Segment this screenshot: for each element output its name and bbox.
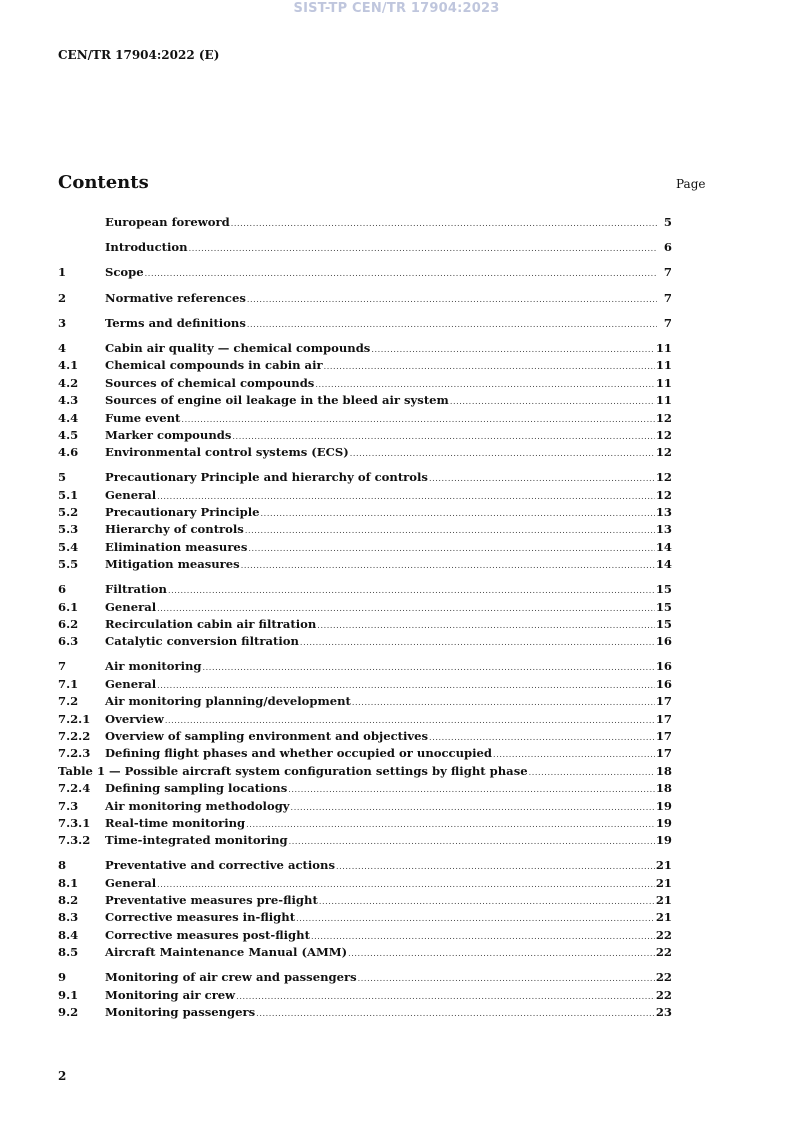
toc-entry-number: 7.3	[58, 798, 79, 813]
watermark: SIST-TP CEN/TR 17904:2023	[293, 1, 500, 16]
toc-entry-number: 7.2	[58, 694, 79, 709]
toc-entry-number: 1	[58, 265, 67, 280]
toc-entry-page: 14	[655, 539, 672, 554]
toc-dot-leader	[261, 509, 655, 518]
toc-entry[interactable]	[58, 781, 672, 798]
toc-entry-title: Table 1 — Possible aircraft system configuration settings by flight phase	[58, 763, 528, 778]
toc-entry[interactable]	[58, 1005, 672, 1022]
toc-dot-leader	[157, 880, 655, 889]
toc-entry-number: 6.1	[58, 599, 79, 614]
toc-entry[interactable]	[58, 928, 672, 945]
page-number: 2	[58, 1069, 67, 1083]
toc-entry-title: Overview of sampling environment and objectives	[105, 728, 429, 743]
toc-entry[interactable]	[58, 799, 672, 816]
toc-entry[interactable]	[58, 712, 672, 729]
toc-entry-page: 12	[655, 410, 672, 425]
toc-entry-number: 9.1	[58, 987, 79, 1002]
toc-entry-number: 5.4	[58, 539, 79, 554]
toc-entry-number: 4.4	[58, 410, 79, 425]
toc-entry[interactable]	[58, 215, 672, 240]
toc-dot-leader	[247, 320, 657, 329]
toc-entry-title: Terms and definitions	[105, 315, 246, 330]
toc-entry-page: 22	[655, 987, 672, 1002]
toc-entry-number: 7.2.1	[58, 711, 91, 726]
toc-entry[interactable]	[58, 505, 672, 522]
toc-entry-title: Time-integrated monitoring	[105, 833, 288, 848]
toc-entry[interactable]	[58, 833, 672, 858]
toc-entry[interactable]	[58, 858, 672, 875]
toc-dot-leader	[319, 897, 655, 906]
toc-entry-title: Sources of engine oil leakage in the bleed air system	[105, 393, 449, 408]
toc-entry-title: Elimination measures	[105, 539, 248, 554]
toc-entry[interactable]	[58, 411, 672, 428]
toc-entry[interactable]	[58, 358, 672, 375]
toc-dot-leader	[203, 663, 655, 672]
toc-entry-title: Monitoring air crew	[105, 987, 236, 1002]
toc-entry-number: 4.3	[58, 393, 79, 408]
toc-entry-title: General	[105, 875, 157, 890]
toc-dot-leader	[165, 716, 655, 725]
toc-entry-title: Mitigation measures	[105, 557, 240, 572]
toc-entry[interactable]	[58, 945, 672, 970]
toc-entry-number: 8	[58, 858, 67, 873]
toc-entry-page: 23	[655, 1005, 672, 1020]
toc-entry-title: Introduction	[105, 240, 188, 255]
toc-entry-page: 16	[655, 659, 672, 674]
toc-entry[interactable]	[58, 988, 672, 1005]
toc-entry-page: 19	[655, 798, 672, 813]
toc-entry[interactable]	[58, 393, 672, 410]
toc-entry[interactable]	[58, 265, 672, 290]
toc-entry-page: 7	[663, 290, 672, 305]
toc-entry-number: 3	[58, 315, 67, 330]
toc-entry-title: Filtration	[105, 582, 167, 597]
toc-entry[interactable]	[58, 893, 672, 910]
toc-dot-leader	[189, 244, 657, 253]
toc-entry-page: 13	[655, 522, 672, 537]
toc-entry-number: 8.4	[58, 927, 79, 942]
toc-entry-title: Fume event	[105, 410, 181, 425]
toc-entry-page: 19	[655, 833, 672, 848]
toc-dot-leader	[450, 397, 655, 406]
toc-dot-leader	[336, 862, 655, 871]
toc-entry-number: 5.1	[58, 487, 79, 502]
toc-entry-page: 21	[655, 910, 672, 925]
toc-dot-leader	[247, 295, 657, 304]
toc-entry[interactable]	[58, 634, 672, 659]
toc-entry-page: 11	[655, 358, 672, 373]
toc-entry-title: General	[105, 676, 157, 691]
toc-entry-number: 4.1	[58, 358, 79, 373]
toc-entry-title: Air monitoring methodology	[105, 798, 290, 813]
toc-entry-page: 5	[663, 215, 672, 229]
toc-entry[interactable]	[58, 240, 672, 265]
toc-entry-number: 8.1	[58, 875, 79, 890]
toc-entry-title: Marker compounds	[105, 427, 232, 442]
toc-entry-number: 2	[58, 290, 67, 305]
toc-entry-page: 15	[655, 617, 672, 632]
toc-entry[interactable]	[58, 582, 672, 599]
toc-dot-leader	[181, 415, 654, 424]
toc-entry[interactable]	[58, 376, 672, 393]
toc-entry[interactable]	[58, 445, 672, 470]
toc-entry-title: Recirculation cabin air filtration	[105, 617, 317, 632]
toc-dot-leader	[236, 992, 655, 1001]
toc-entry-page: 15	[655, 582, 672, 597]
toc-entry-title: Overview	[105, 711, 164, 726]
toc-entry-page: 7	[663, 265, 672, 280]
toc-dot-leader	[256, 1009, 655, 1018]
toc-entry-number: 9	[58, 970, 67, 985]
toc-dot-leader	[157, 681, 655, 690]
toc-entry-page: 21	[655, 893, 672, 908]
toc-entry-title: Environmental control systems (ECS)	[105, 445, 349, 460]
toc-dot-leader	[429, 733, 655, 742]
toc-dot-leader	[324, 362, 655, 371]
toc-entry-number: 5	[58, 470, 67, 485]
toc-entry-page: 22	[655, 970, 672, 985]
toc-dot-leader	[300, 638, 655, 647]
page-column-label: Page	[676, 177, 706, 191]
toc-dot-leader	[145, 269, 657, 278]
toc-dot-leader	[245, 526, 655, 535]
toc-entry-title: Monitoring of air crew and passengers	[105, 970, 357, 985]
toc-entry-number: 7.3.2	[58, 833, 91, 848]
toc-dot-leader	[352, 698, 655, 707]
toc-entry-number: 4	[58, 340, 67, 355]
toc-dot-leader	[348, 949, 655, 958]
toc-entry-number: 7.2.2	[58, 728, 91, 743]
toc-entry[interactable]	[58, 729, 672, 746]
toc-entry[interactable]	[58, 557, 672, 582]
toc-dot-leader	[168, 586, 655, 595]
toc-entry-title: Precautionary Principle and hierarchy of controls	[105, 470, 428, 485]
table-of-contents	[58, 215, 672, 1022]
toc-entry-number: 5.2	[58, 505, 79, 520]
toc-entry-page: 12	[655, 487, 672, 502]
toc-entry-title: Corrective measures post-flight	[105, 927, 310, 942]
toc-entry-title: Hierarchy of controls	[105, 522, 244, 537]
toc-dot-leader	[241, 561, 655, 570]
toc-entry-page: 7	[663, 315, 672, 330]
toc-entry[interactable]	[58, 341, 672, 358]
contents-heading: Contents	[58, 172, 149, 193]
toc-entry-number: 5.5	[58, 557, 79, 572]
toc-entry-number: 5.3	[58, 522, 79, 537]
toc-entry[interactable]	[58, 428, 672, 445]
toc-entry-title: Cabin air quality — chemical compounds	[105, 340, 371, 355]
toc-entry-title: Air monitoring	[105, 659, 202, 674]
toc-entry-number: 8.2	[58, 893, 79, 908]
toc-dot-leader	[358, 974, 655, 983]
toc-entry-page: 17	[655, 694, 672, 709]
toc-entry-page: 22	[655, 945, 672, 960]
toc-entry-number: 8.3	[58, 910, 79, 925]
toc-entry-page: 14	[655, 557, 672, 572]
toc-entry-title: Aircraft Maintenance Manual (AMM)	[105, 945, 348, 960]
toc-dot-leader	[231, 219, 657, 228]
toc-entry-page: 11	[655, 375, 672, 390]
toc-entry-page: 12	[655, 470, 672, 485]
toc-entry-page: 16	[655, 676, 672, 691]
toc-entry-title: Monitoring passengers	[105, 1005, 256, 1020]
toc-entry[interactable]	[58, 316, 672, 341]
toc-entry[interactable]	[58, 694, 672, 711]
toc-entry-title: Preventative measures pre-flight	[105, 893, 318, 908]
toc-entry-title: Chemical compounds in cabin air	[105, 358, 323, 373]
toc-entry-number: 7.2.4	[58, 781, 91, 796]
toc-entry-page: 17	[655, 728, 672, 743]
toc-entry-number: 6.2	[58, 617, 79, 632]
toc-dot-leader	[315, 380, 655, 389]
document-id: CEN/TR 17904:2022 (E)	[58, 48, 220, 62]
toc-entry-page: 15	[655, 599, 672, 614]
toc-dot-leader	[248, 544, 655, 553]
toc-entry[interactable]	[58, 970, 672, 987]
toc-entry-title: Real-time monitoring	[105, 815, 246, 830]
toc-entry[interactable]	[58, 816, 672, 833]
toc-dot-leader	[311, 932, 655, 941]
toc-entry-page: 18	[655, 763, 672, 778]
toc-entry-number: 6	[58, 582, 67, 597]
toc-entry-page: 22	[655, 927, 672, 942]
toc-entry[interactable]	[58, 910, 672, 927]
toc-entry-title: Precautionary Principle	[105, 505, 260, 520]
toc-entry-page: 19	[655, 815, 672, 830]
toc-entry-title: Catalytic conversion filtration	[105, 634, 299, 649]
toc-dot-leader	[291, 803, 655, 812]
toc-entry[interactable]	[58, 291, 672, 316]
toc-dot-leader	[429, 474, 655, 483]
toc-dot-leader	[288, 785, 655, 794]
toc-entry-number: 7.2.3	[58, 746, 91, 761]
toc-dot-leader	[232, 432, 654, 441]
toc-entry[interactable]	[58, 617, 672, 634]
toc-entry-page: 11	[655, 340, 672, 355]
toc-dot-leader	[529, 768, 655, 777]
toc-entry-title: Defining sampling locations	[105, 781, 288, 796]
toc-entry-title: European foreword	[105, 215, 230, 229]
toc-dot-leader	[371, 345, 655, 354]
toc-entry-page: 6	[663, 240, 672, 255]
toc-entry-number: 8.5	[58, 945, 79, 960]
toc-entry-page: 11	[655, 393, 672, 408]
toc-dot-leader	[289, 837, 655, 846]
toc-entry[interactable]	[58, 488, 672, 505]
toc-entry[interactable]	[58, 470, 672, 487]
toc-entry[interactable]	[58, 600, 672, 617]
toc-entry-number: 7	[58, 659, 67, 674]
toc-entry-number: 4.6	[58, 445, 79, 460]
toc-entry-page: 16	[655, 634, 672, 649]
toc-entry-page: 17	[655, 746, 672, 761]
toc-entry[interactable]	[58, 876, 672, 893]
toc-entry-page: 13	[655, 505, 672, 520]
toc-entry-title: Preventative and corrective actions	[105, 858, 335, 873]
toc-entry-number: 4.2	[58, 375, 79, 390]
toc-dot-leader	[493, 750, 655, 759]
toc-entry-number: 7.3.1	[58, 815, 91, 830]
toc-entry-number: 4.5	[58, 427, 79, 442]
toc-entry-page: 17	[655, 711, 672, 726]
toc-entry-title: General	[105, 487, 157, 502]
toc-entry-title: Air monitoring planning/development	[105, 694, 351, 709]
toc-entry-title: Corrective measures in-flight	[105, 910, 296, 925]
toc-entry[interactable]	[58, 764, 672, 781]
toc-entry[interactable]	[58, 540, 672, 557]
toc-entry[interactable]	[58, 659, 672, 676]
toc-entry-page: 18	[655, 781, 672, 796]
toc-entry[interactable]	[58, 522, 672, 539]
toc-entry-page: 21	[655, 875, 672, 890]
toc-dot-leader	[317, 621, 655, 630]
toc-dot-leader	[296, 914, 655, 923]
toc-entry-title: General	[105, 599, 157, 614]
toc-dot-leader	[157, 492, 655, 501]
toc-dot-leader	[246, 820, 655, 829]
toc-entry-title: Defining flight phases and whether occupied or unoccupied	[105, 746, 493, 761]
toc-entry-title: Scope	[105, 265, 144, 280]
toc-entry-page: 21	[655, 858, 672, 873]
toc-entry[interactable]	[58, 746, 672, 763]
toc-entry-page: 12	[655, 427, 672, 442]
toc-entry-title: Sources of chemical compounds	[105, 375, 315, 390]
toc-entry-title: Normative references	[105, 290, 246, 305]
toc-entry-number: 9.2	[58, 1005, 79, 1020]
toc-dot-leader	[350, 449, 655, 458]
toc-entry-number: 6.3	[58, 634, 79, 649]
toc-entry[interactable]	[58, 677, 672, 694]
toc-entry-page: 12	[655, 445, 672, 460]
toc-dot-leader	[157, 604, 655, 613]
toc-entry-number: 7.1	[58, 676, 79, 691]
